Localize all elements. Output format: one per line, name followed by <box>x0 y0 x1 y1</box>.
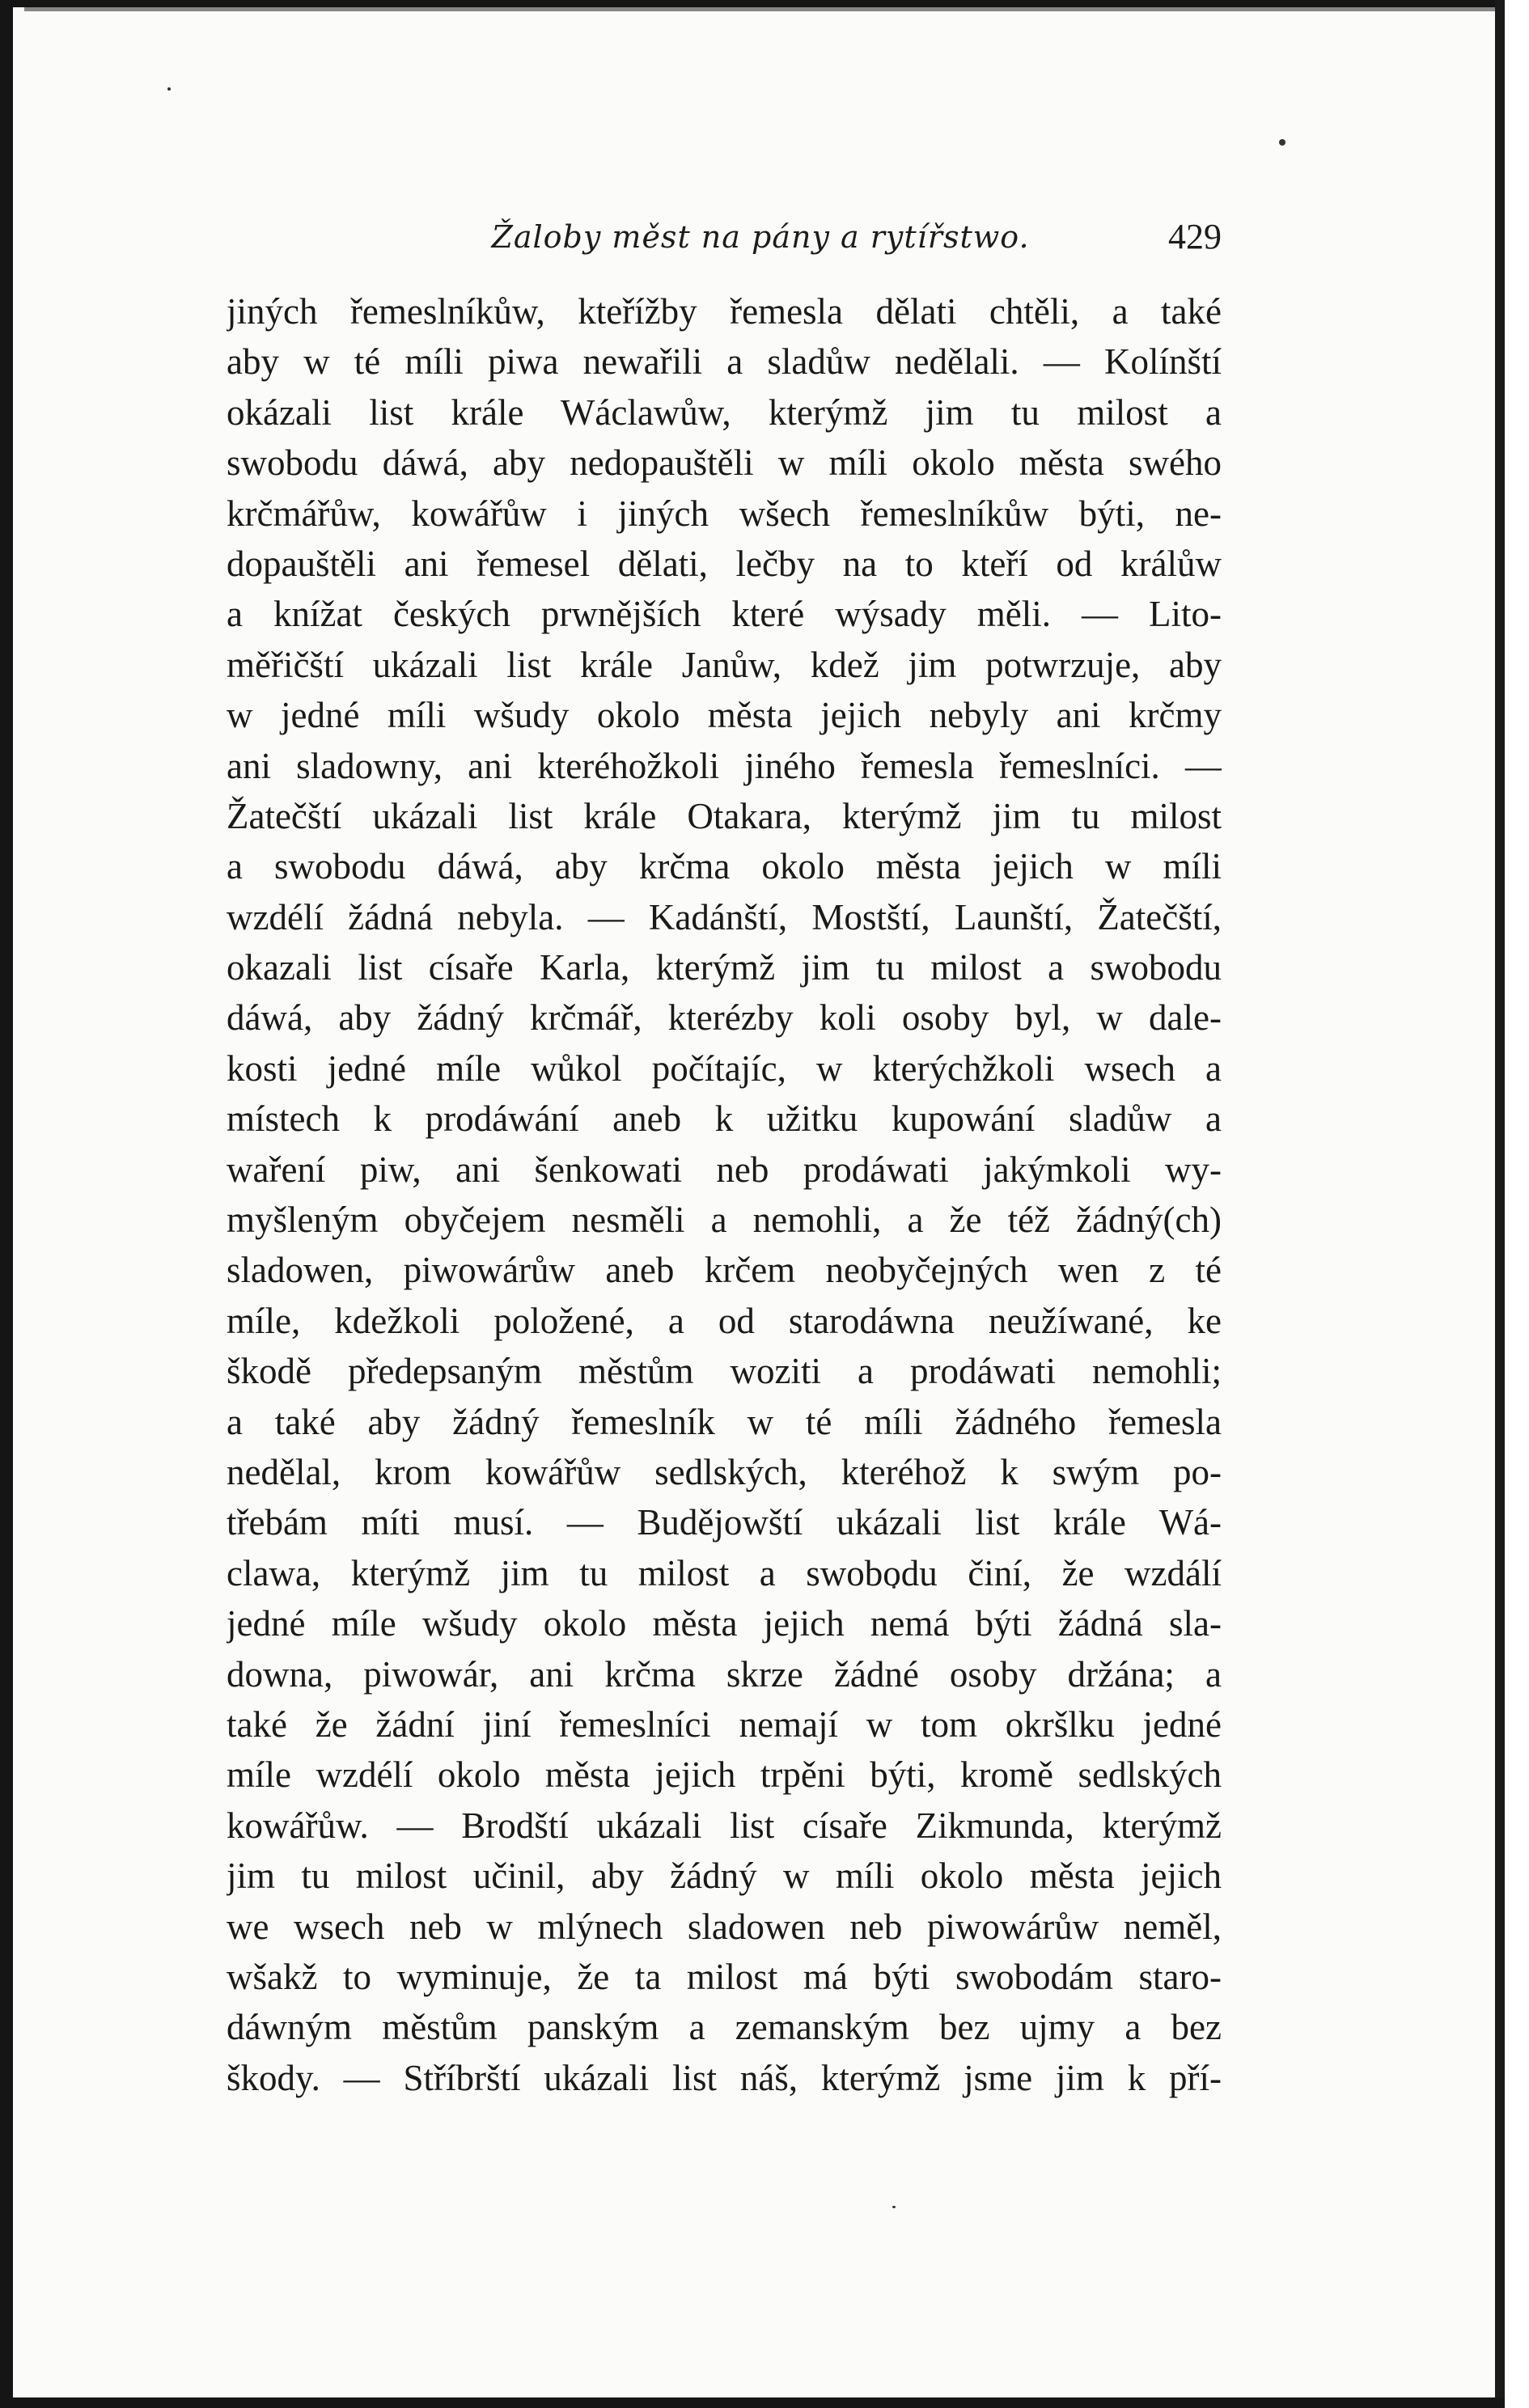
scan-edge-bottom <box>0 2397 1505 2408</box>
text-line: škodě předepsaným městům woziti a prodáwati nemohli; <box>227 1351 1222 1392</box>
text-line: jedné míle wšudy okolo města jejich nemá býti žádná sla- <box>227 1603 1222 1644</box>
scan-speck <box>1279 139 1285 146</box>
text-line: nedělal, krom kowářůw sedlských, kteréhož k swým po- <box>227 1451 1222 1492</box>
text-line: kowářůw. — Brodští ukázali list císaře Zikmunda, kterýmž <box>227 1805 1222 1846</box>
text-line: také že žádní jiní řemeslníci nemají w tom okršlku jedné <box>227 1703 1222 1745</box>
text-line: myšleným obyčejem nesměli a nemohli, a že též žádný(ch) <box>227 1200 1222 1241</box>
text-line: sladowen, piwowárůw aneb krčem neobyčejných wen z té <box>227 1250 1222 1291</box>
text-line: místech k prodáwání aneb k užitku kupowání sladůw a <box>227 1098 1222 1140</box>
body-text <box>227 286 1222 2103</box>
scan-edge-left <box>0 0 13 2408</box>
text-line: krčmářůw, kowářůw i jiných wšech řemeslníkůw býti, ne- <box>227 493 1222 534</box>
text-line: waření piw, ani šenkowati neb prodáwati jakýmkoli wy- <box>227 1149 1222 1190</box>
text-line: aby w té míli piwa newařili a sladůw nedělali. — Kolínští <box>227 341 1222 383</box>
page-number: 429 <box>1168 217 1222 256</box>
text-line: měřičští ukázali list krále Janůw, kdež jim potwrzuje, aby <box>227 644 1222 685</box>
scan-edge-top-shadow <box>24 7 1497 11</box>
text-line: jiných řemeslníkůw, kteřížby řemesla dělati chtěli, a také <box>227 291 1222 332</box>
text-line: třebám míti musí. — Budějowští ukázali list krále Wá- <box>227 1502 1222 1543</box>
text-line: Žatečští ukázali list krále Otakara, kterýmž jim tu milost <box>227 795 1222 836</box>
text-line: škody. — Stříbrští ukázali list náš, kterýmž jsme jim k pří- <box>227 2057 1222 2098</box>
text-line: a swobodu dáwá, aby krčma okolo města jejich w míli <box>227 846 1222 887</box>
text-line: míle wzdélí okolo města jejich trpěni býti, kromě sedlských <box>227 1754 1222 1796</box>
page-header <box>227 209 1222 265</box>
text-line: w jedné míli wšudy okolo města jejich nebyly ani krčmy <box>227 695 1222 736</box>
text-line: okázali list krále Wáclawůw, kterýmž jim tu milost a <box>227 391 1222 433</box>
scan-speck <box>167 87 171 91</box>
text-line: a knížat českých prwnějších které wýsady měli. — Lito- <box>227 594 1222 635</box>
text-line: wzdélí žádná nebyla. — Kadánští, Mostští, Launští, Žatečští, <box>227 896 1222 937</box>
text-line: ani sladowny, ani kteréhožkoli jiného řemesla řemeslníci. — <box>227 745 1222 786</box>
scan-edge-right <box>1495 0 1505 2408</box>
text-line: dáwá, aby žádný krčmář, kterézby koli osoby byl, w dale- <box>227 997 1222 1039</box>
text-line: swobodu dáwá, aby nedopauštěli w míli okolo města swého <box>227 442 1222 484</box>
text-line: okazali list císaře Karla, kterýmž jim tu milost a swobodu <box>227 947 1222 988</box>
text-line: clawa, kterýmž jim tu milost a swobodu činí, že wzdálí <box>227 1552 1222 1593</box>
scan-margin-right <box>1505 0 1529 2408</box>
text-line: kosti jedné míle wůkol počítajíc, w kterýchžkoli wsech a <box>227 1047 1222 1089</box>
running-title: Žaloby měst na pány a rytířstwo. <box>491 219 1030 255</box>
text-line: downa, piwowár, ani krčma skrze žádné osoby držána; a <box>227 1653 1222 1695</box>
text-line: dáwným městům panským a zemanským bez ujmy a bez <box>227 2007 1222 2048</box>
text-line: jim tu milost učinil, aby žádný w míli okolo města jejich <box>227 1856 1222 1897</box>
scan-speck <box>892 2206 896 2208</box>
text-line: wšakž to wyminuje, že ta milost má býti swobodám staro- <box>227 1956 1222 1997</box>
text-line: dopauštěli ani řemesel dělati, lečby na to kteří od králůw <box>227 543 1222 584</box>
text-line: we wsech neb w mlýnech sladowen neb piwowárůw neměl, <box>227 1906 1222 1947</box>
scan-edge-top <box>0 0 1505 7</box>
text-line: míle, kdežkoli položené, a od starodáwna neužíwané, ke <box>227 1300 1222 1341</box>
text-line: a také aby žádný řemeslník w té míli žádného řemesla <box>227 1401 1222 1442</box>
